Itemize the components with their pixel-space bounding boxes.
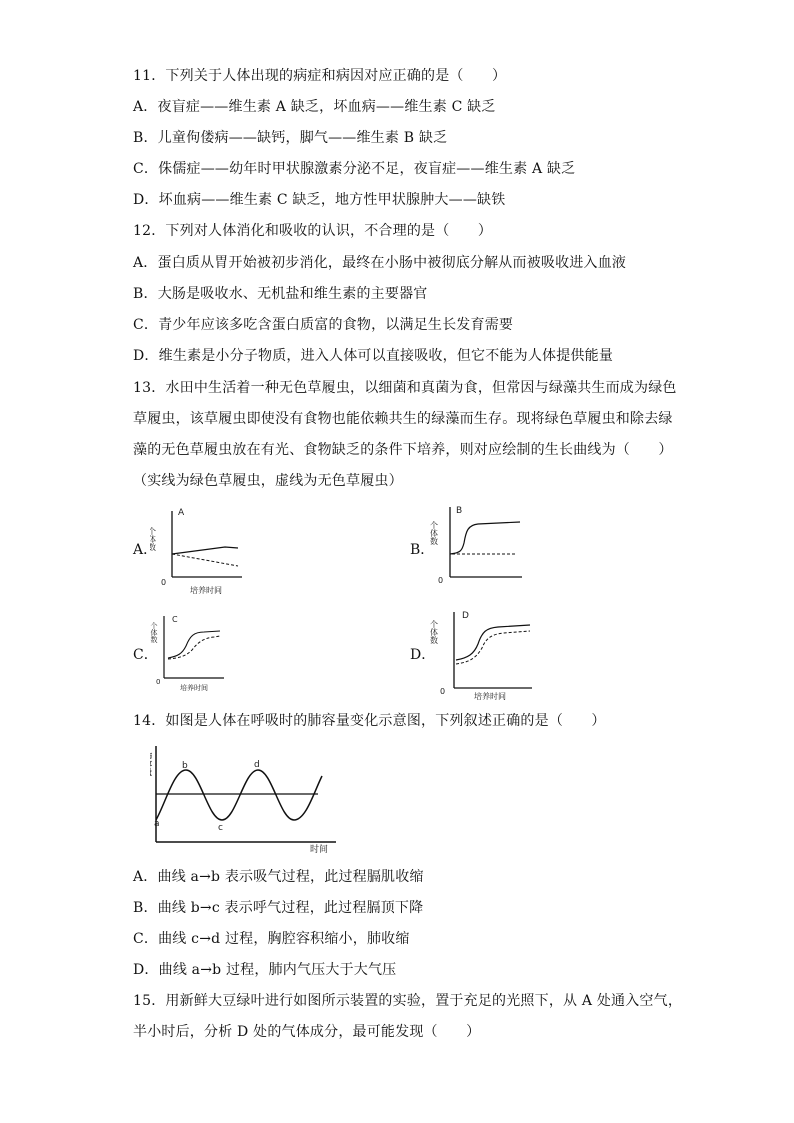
q13-stem-line-1: 13．水田中生活着一种无色草履虫，以细菌和真菌为食，但常因与绿藻共生而成为绿色 xyxy=(133,380,677,396)
graph-c-origin: 0 xyxy=(156,678,161,686)
q13-graph-c xyxy=(150,610,250,695)
q11-stem: 11．下列关于人体出现的病症和病因对应正确的是（ ） xyxy=(133,68,507,84)
q12-option-c: C．青少年应该多吃含蛋白质富的食物，以满足生长发育需要 xyxy=(133,317,514,333)
q13-option-b-label: B． xyxy=(410,542,435,558)
graph-d-letter: D xyxy=(462,611,469,621)
graph-a-xlabel: 培养时间 xyxy=(190,586,222,595)
q14-stem: 14．如图是人体在呼吸时的肺容量变化示意图，下列叙述正确的是（ ） xyxy=(133,713,606,729)
q11-option-a: A．夜盲症——维生素 A 缺乏，坏血病——维生素 C 缺乏 xyxy=(133,99,496,115)
q14-xlabel: 时间 xyxy=(310,845,329,855)
q14-point-a: a xyxy=(154,819,160,829)
q14-volume-curve xyxy=(156,770,322,820)
q11-option-d: D．坏血病——维生素 C 缺乏，地方性甲状腺肿大——缺铁 xyxy=(133,192,506,208)
q12-option-b: B．大肠是吸收水、无机盐和维生素的主要器官 xyxy=(133,286,428,302)
graph-c-solid-curve xyxy=(168,631,220,658)
q13-graph-b xyxy=(430,503,530,598)
q12-stem: 12．下列对人体消化和吸收的认识，不合理的是（ ） xyxy=(133,223,493,239)
graph-a-letter: A xyxy=(178,508,185,518)
q14-point-d: d xyxy=(254,760,260,770)
q14-option-b: B．曲线 b→c 表示呼气过程，此过程膈顶下降 xyxy=(133,900,424,916)
graph-a-ylabel: 个体数 xyxy=(150,527,157,551)
q12-option-d: D．维生素是小分子物质，进入人体可以直接吸收，但它不能为人体提供能量 xyxy=(133,348,614,364)
q11-option-b: B．儿童佝偻病——缺钙，脚气——维生素 B 缺乏 xyxy=(133,130,448,146)
q14-option-d: D．曲线 a→b 过程，肺内气压大于大气压 xyxy=(133,962,397,978)
graph-b-ylabel: 个体数 xyxy=(430,521,439,545)
graph-a-solid-curve xyxy=(172,547,238,554)
q14-point-b: b xyxy=(182,761,188,771)
q13-graph-a xyxy=(150,505,250,600)
graph-b-origin: 0 xyxy=(438,576,444,585)
graph-d-xlabel: 培养时间 xyxy=(474,692,506,701)
q11-option-c: C．侏儒症——幼年时甲状腺激素分泌不足，夜盲症——维生素 A 缺乏 xyxy=(133,161,576,177)
q15-stem-line-2: 半小时后，分析 D 处的气体成分，最可能发现（ ） xyxy=(133,1024,481,1040)
graph-d-dashed-curve xyxy=(456,631,530,664)
q13-option-a-label: A． xyxy=(133,542,158,558)
q14-option-a: A．曲线 a→b 表示吸气过程，此过程膈肌收缩 xyxy=(133,869,424,885)
graph-c-letter: C xyxy=(172,615,178,624)
q14-ylabel: 肺容量 xyxy=(150,752,153,776)
q14-lung-volume-graph xyxy=(150,742,340,857)
q13-option-d-label: D． xyxy=(410,647,436,663)
graph-d-origin: 0 xyxy=(440,687,446,696)
graph-b-solid-curve xyxy=(450,522,520,554)
graph-a-dashed-curve xyxy=(172,554,238,566)
q13-graph-d xyxy=(428,606,543,701)
q14-point-c: c xyxy=(218,823,223,833)
graph-b-letter: B xyxy=(456,506,463,516)
graph-d-ylabel: 个体数 xyxy=(429,620,439,644)
q12-option-a: A．蛋白质从胃开始被初步消化，最终在小肠中被彻底分解从而被吸收进入血液 xyxy=(133,255,627,271)
q13-option-c-label: C． xyxy=(133,647,158,663)
graph-d-solid-curve xyxy=(456,625,530,660)
q14-option-c: C．曲线 c→d 过程，胸腔容积缩小，肺收缩 xyxy=(133,931,410,947)
graph-c-xlabel: 培养时间 xyxy=(180,684,208,692)
q13-stem-line-4: （实线为绿色草履虫，虚线为无色草履虫） xyxy=(133,473,403,489)
graph-c-ylabel: 个体数 xyxy=(150,622,158,643)
q15-stem-line-1: 15．用新鲜大豆绿叶进行如图所示装置的实验，置于充足的光照下，从 A 处通入空气， xyxy=(133,993,683,1009)
q13-stem-line-3: 藻的无色草履虫放在有光、食物缺乏的条件下培养，则对应绘制的生长曲线为（ ） xyxy=(133,442,673,458)
q13-stem-line-2: 草履虫，该草履虫即使没有食物也能依赖共生的绿藻而生存。现将绿色草履虫和除去绿 xyxy=(133,411,673,427)
graph-a-origin: 0 xyxy=(161,578,167,587)
